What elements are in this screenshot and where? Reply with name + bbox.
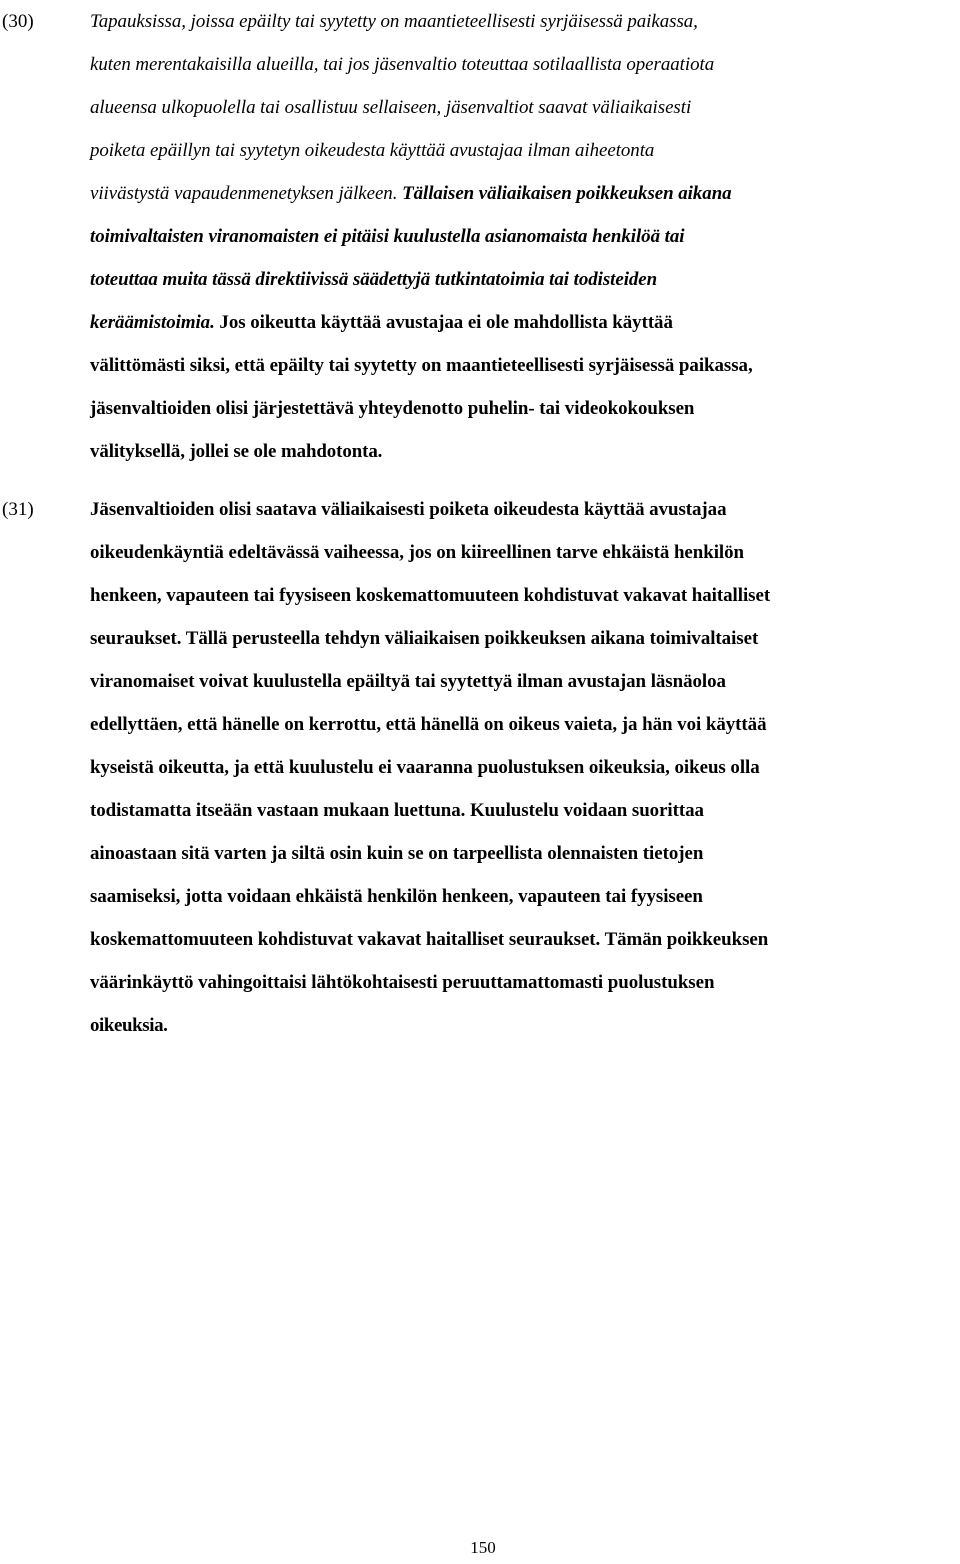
text-line: väärinkäyttö vahingoittaisi lähtökohtaisesti peruuttamattomasti puolustuksen [90, 972, 715, 993]
text-line: ainoastaan sitä varten ja siltä osin kuin se on tarpeellista olennaisten tietojen [90, 843, 704, 864]
text-line: oikeuksia. [90, 1015, 168, 1036]
recital-number: (30) [2, 11, 34, 32]
recital-number: (31) [2, 499, 34, 520]
text-line: kuten merentakaisilla alueilla, tai jos jäsenvaltio toteuttaa sotilaallista operaatiota [90, 54, 715, 75]
text-line: todistamatta itseään vastaan mukaan luettuna. Kuulustelu voidaan suorittaa [90, 800, 704, 821]
text-line: viranomaiset voivat kuulustella epäiltyä tai syytettyä ilman avustajan läsnäoloa [90, 671, 726, 692]
text-line: edellyttäen, että hänelle on kerrottu, että hänellä on oikeus vaieta, ja hän voi käyttää [90, 714, 767, 735]
bold-italic-segment: keräämistoimia. [90, 312, 215, 333]
italic-segment: viivästystä vapaudenmenetyksen jälkeen. [90, 183, 398, 204]
text-line: seuraukset. Tällä perusteella tehdyn väliaikaisen poikkeuksen aikana toimivaltaiset [90, 628, 759, 649]
page-number: 150 [470, 1538, 496, 1557]
text-line: välittömästi siksi, että epäilty tai syytetty on maantieteellisesti syrjäisessä paikassa, [90, 355, 753, 376]
text-line: kyseistä oikeutta, ja että kuulustelu ei vaaranna puolustuksen oikeuksia, oikeus olla [90, 757, 760, 778]
text-line: Jäsenvaltioiden olisi saatava väliaikaisesti poiketa oikeudesta käyttää avustajaa [90, 499, 727, 520]
text-line: henkeen, vapauteen tai fyysiseen koskemattomuuteen kohdistuvat vakavat haitalliset [90, 585, 771, 606]
text-line: Tapauksissa, joissa epäilty tai syytetty on maantieteellisesti syrjäisessä paikassa, [90, 11, 698, 32]
bold-segment: Jos oikeutta käyttää avustajaa ei ole mahdollista käyttää [219, 312, 673, 333]
text-line: toimivaltaisten viranomaisten ei pitäisi kuulustella asianomaista henkilöä tai [90, 226, 685, 247]
text-line [90, 301, 956, 344]
recital-text [90, 0, 960, 473]
text-line: koskemattomuuteen kohdistuvat vakavat haitalliset seuraukset. Tämän poikkeuksen [90, 929, 769, 950]
text-line [90, 172, 956, 215]
text-line: välityksellä, jollei se ole mahdotonta. [90, 441, 383, 462]
text-line: toteuttaa muita tässä direktiivissä säädettyjä tutkintatoimia tai todisteiden [90, 269, 658, 290]
text-line: alueensa ulkopuolella tai osallistuu sellaiseen, jäsenvaltiot saavat väliaikaisesti [90, 97, 692, 118]
text-line: poiketa epäillyn tai syytetyn oikeudesta käyttää avustajaa ilman aiheetonta [90, 140, 655, 161]
text-line: oikeudenkäyntiä edeltävässä vaiheessa, jos on kiireellinen tarve ehkäistä henkilön [90, 542, 745, 563]
recital-text [90, 488, 960, 1047]
bold-italic-segment: Tällaisen väliaikaisen poikkeuksen aikana [402, 183, 732, 204]
text-line: jäsenvaltioiden olisi järjestettävä yhteydenotto puhelin- tai videokokouksen [90, 398, 695, 419]
text-line: saamiseksi, jotta voidaan ehkäistä henkilön henkeen, vapauteen tai fyysiseen [90, 886, 703, 907]
